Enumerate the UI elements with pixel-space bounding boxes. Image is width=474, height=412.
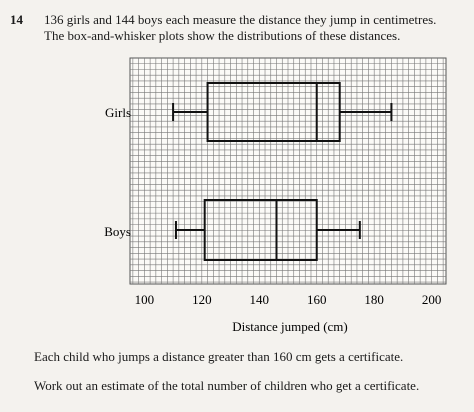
task-instruction: Work out an estimate of the total number of children who get a certificate. xyxy=(34,378,420,393)
x-tick-label: 100 xyxy=(134,292,155,307)
x-tick-label: 180 xyxy=(364,292,384,307)
boys-series-label: Boys xyxy=(104,224,131,239)
x-axis-tick-labels xyxy=(135,292,442,307)
question-number: 14 xyxy=(10,12,23,27)
x-axis-label: Distance jumped (cm) xyxy=(232,319,348,334)
certificate-statement: Each child who jumps a distance greater than 160 cm gets a certificate. xyxy=(34,349,404,364)
x-tick-label: 200 xyxy=(421,292,442,307)
girls-series-label: Girls xyxy=(105,105,131,120)
chart-grid xyxy=(130,58,446,284)
x-tick-label: 120 xyxy=(192,292,212,307)
x-tick-label: 160 xyxy=(306,292,327,307)
question-intro-line-2: The box-and-whisker plots show the distributions of these distances. xyxy=(44,28,401,43)
x-tick-label: 140 xyxy=(249,292,270,307)
question-intro-line-1: 136 girls and 144 boys each measure the distance they jump in centimetres. xyxy=(44,12,437,27)
